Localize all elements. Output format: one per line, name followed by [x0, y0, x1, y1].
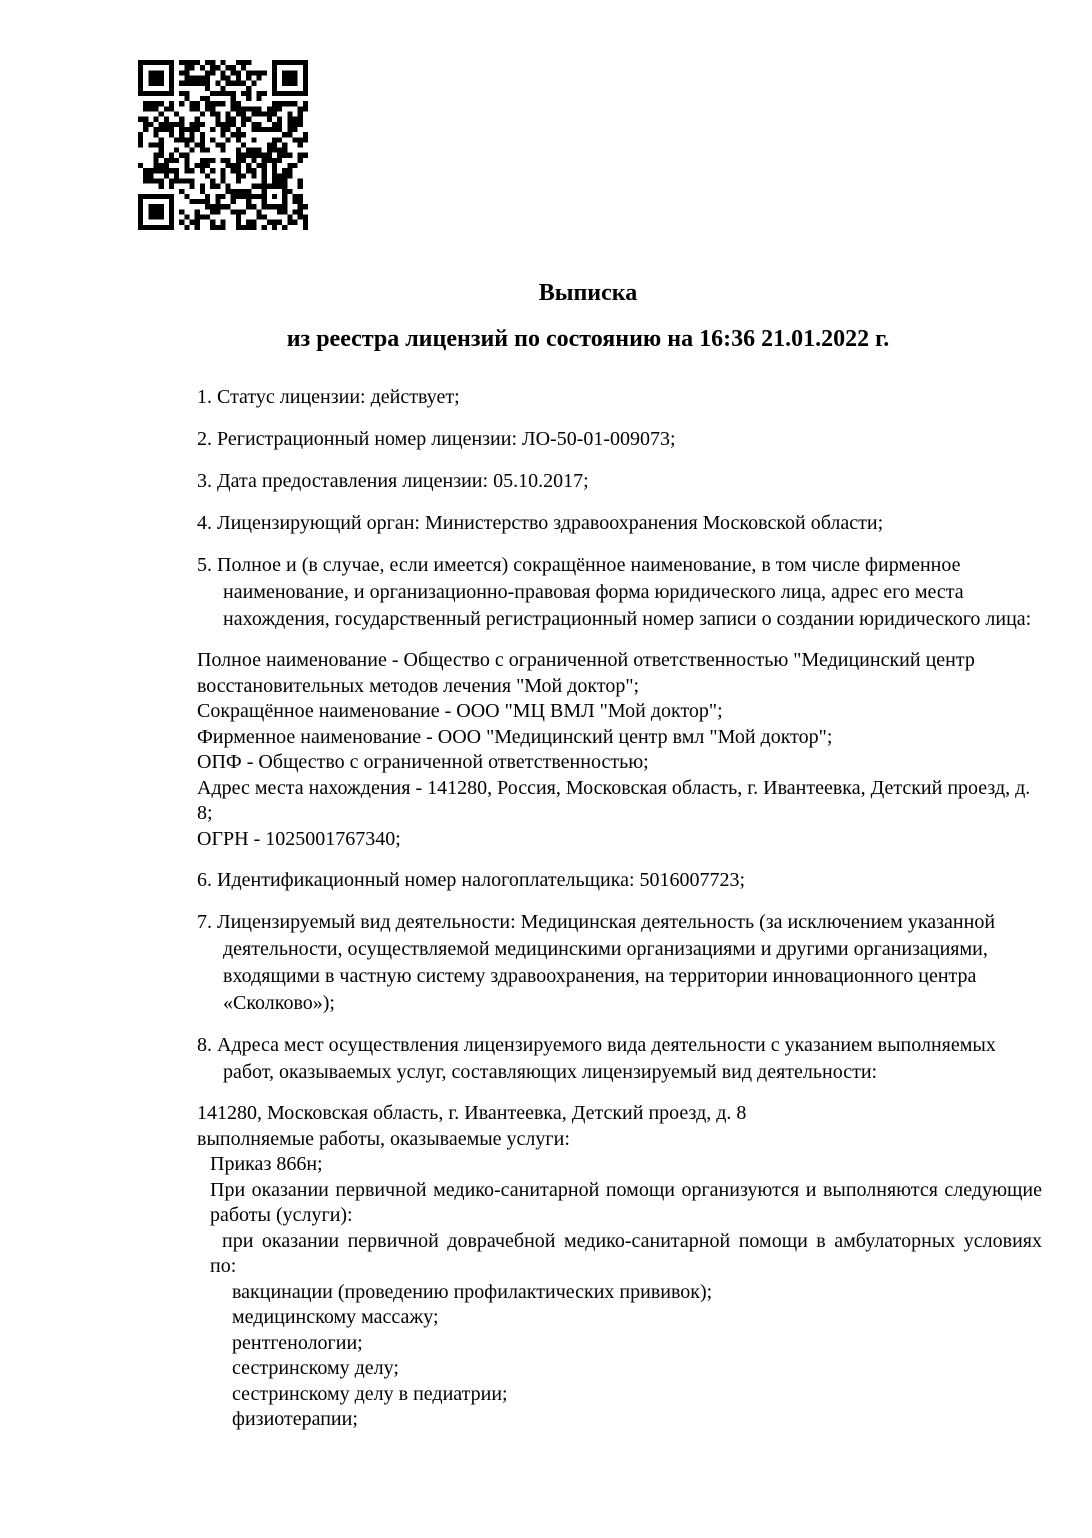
document-subtitle: из реестра лицензий по состоянию на 16:36 21.01.2022 г. — [286, 326, 890, 352]
org-address: Адрес места нахождения - 141280, Россия, Московская область, г. Ивантеевка, Детский проезд, д. 8; — [197, 776, 1031, 824]
qr-code-image — [138, 60, 308, 230]
place-address: 141280, Московская область, г. Ивантеевка, Детский проезд, д. 8 — [197, 1102, 747, 1124]
item-activity-addresses: 8. Адреса мест осуществления лицензируемого вида деятельности с указанием выполняемых работ, оказываемых услуг, составляющих лицензируемый вид деятельности: — [197, 1034, 996, 1083]
item-activity-type: 7. Лицензируемый вид деятельности: Медицинская деятельность (за исключением указанной деятельности, осуществляемой медицинскими организациями и другими организациями, входящими в частную систему здравоохранения, на территории инновационного центра «Сколково»); — [197, 911, 996, 1014]
service-item: рентгенологии; — [232, 1331, 363, 1354]
item-registration-number: 2. Регистрационный номер лицензии: ЛО-50-01-009073; — [197, 428, 676, 450]
item-license-status: 1. Статус лицензии: действует; — [197, 386, 460, 408]
item-inn: 6. Идентификационный номер налогоплательщика: 5016007723; — [197, 869, 746, 891]
org-opf: ОПФ - Общество с ограниченной ответственностью; — [197, 751, 649, 773]
document-body — [197, 384, 1042, 1448]
item-organization-heading: 5. Полное и (в случае, если имеется) сокращённое наименование, в том числе фирменное наименование, и организационно-правовая форма юридического лица, адрес его места нахождения, государственный регистрационный номер записи о создании юридического лица: — [197, 554, 1032, 630]
place-prehospital-care: при оказании первичной доврачебной медико-санитарной помощи в амбулаторных условиях по: — [210, 1229, 1042, 1277]
service-item: вакцинации (проведению профилактических прививок); — [232, 1280, 713, 1303]
activity-place — [197, 1101, 1042, 1433]
service-item: медицинскому массажу; — [232, 1306, 439, 1328]
org-short-name: Сокращённое наименование - ООО "МЦ ВМЛ "Мой доктор"; — [197, 700, 723, 722]
document-title: Выписка — [538, 280, 638, 306]
qr-code — [138, 60, 308, 230]
service-item: сестринскому делу; — [232, 1357, 399, 1379]
place-order: Приказ 866н; — [210, 1153, 323, 1175]
organization-details — [197, 648, 1042, 852]
item-licensing-authority: 4. Лицензирующий орган: Министерство здравоохранения Московской области; — [197, 512, 884, 534]
org-full-name: Полное наименование - Общество с ограниченной ответственностью "Медицинский центр восстановительных методов лечения "Мой доктор"; — [197, 649, 975, 697]
service-item: сестринскому делу в педиатрии; — [232, 1382, 508, 1405]
item-issue-date: 3. Дата предоставления лицензии: 05.10.2017; — [197, 470, 589, 492]
service-item: физиотерапии; — [232, 1408, 358, 1430]
place-works-label: выполняемые работы, оказываемые услуги: — [197, 1127, 570, 1150]
org-brand-name: Фирменное наименование - ООО "Медицинский центр вмл "Мой доктор"; — [197, 725, 833, 748]
org-ogrn: ОГРН - 1025001767340; — [197, 827, 401, 850]
place-primary-care: При оказании первичной медико-санитарной помощи организуются и выполняются следующие работы (услуги): — [210, 1178, 1042, 1226]
